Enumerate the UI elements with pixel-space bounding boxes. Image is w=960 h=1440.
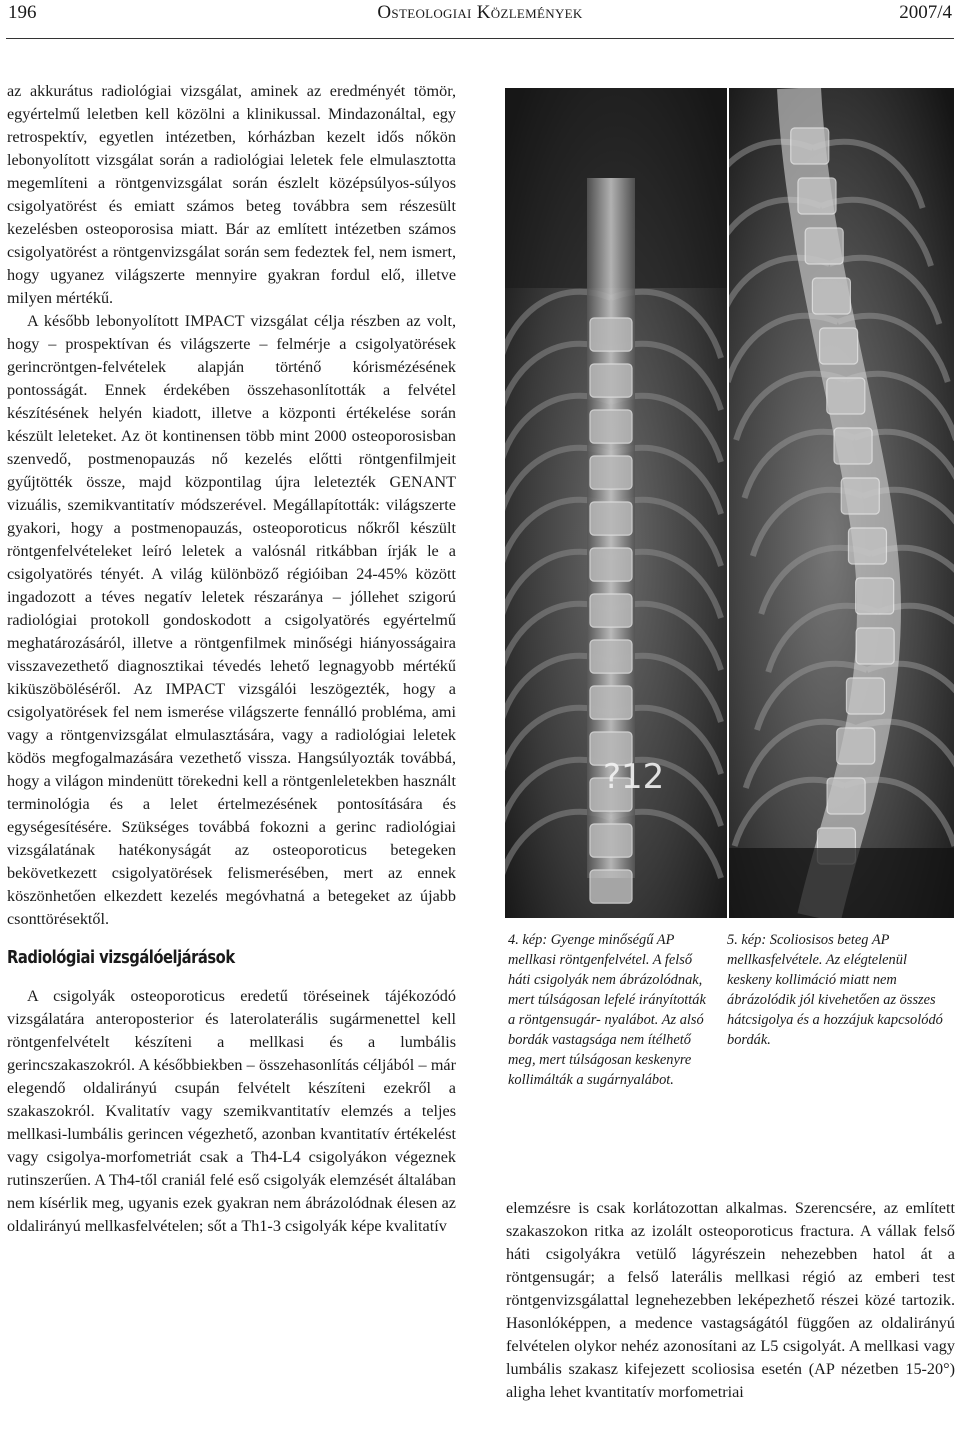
vertebra-shadow: [820, 328, 858, 364]
vertebra-shadow: [846, 678, 884, 714]
paragraph-1: az akkurátus radiológiai vizsgálat, aminek az eredményét tömör, egyértelmű leletben kell közölni a klinikussal. Mindazonáltal, egy retrospektív, egyetlen intézetben, kórházban kezelt idős nőkön lebonyolított vizsgálat során a radiológiai leletek fele elmulasztotta megemlíteni a röntgenvizsgálat során észlelt középsúlyos-súlyos csigolyatörést és emiatt számos beteg továbbra sem részesült kezelésben osteoporosisa miatt. Bár az említett intézetben számos csigolyatörést a röntgenvizsgálat során sem fedeztek fel, nem ismert, hogy ugyanez világszerte mennyire gyakran fordul elő, illetve milyen mértékű.: [7, 82, 456, 307]
vertebra-shadow: [798, 178, 836, 214]
vertebra-shadow: [590, 548, 632, 581]
vertebra-shadow: [827, 378, 865, 414]
vertebra-shadow: [841, 478, 879, 514]
vertebra-shadow: [590, 594, 632, 627]
page-number: 196: [8, 2, 37, 23]
film-marking-text: ?12: [603, 757, 665, 797]
vertebra-shadow: [590, 686, 632, 719]
vertebra-shadow: [590, 456, 632, 489]
vertebra-shadow: [805, 228, 843, 264]
vertebra-shadow: [834, 428, 872, 464]
vertebra-shadow: [590, 640, 632, 673]
figure-4-caption: 4. kép: Gyenge minőségű AP mellkasi röntgenfelvétel. A felső háti csigolyák nem ábrázolódnak, mert túlságosan lefelé irányították a röntgensugár- nyalábot. Az alsó bordák vastagsága nem ítélhető meg, mert túlságosan keskenyre kollimálták a sugárnyalábot.: [508, 932, 706, 1088]
paragraph-4: elemzésre is csak korlátozottan alkalmas. Szerencsére, az említett szakaszokon ritka az izolált osteoporoticus fractura. A vállak felső háti csigolyákra vetülő lágyrészein nehezebben hatol át a röntgensugár; a felső laterális mellkasi régió az emberi test röntgenvizsgálattal legnehezebben leképezhető részei közé tartozik. Hasonlóképpen, a medence vastagságától függően az oldalirányú felvételen olykor nehéz azonosítani az L5 csigolyát. A mellkasi vagy lumbális szakasz kifejezett scoliosisa esetén (AP nézetben 15-20°) aligha lehet kvantitatív morfometriai: [506, 1199, 955, 1401]
vertebra-shadow: [856, 628, 894, 664]
section-heading: Radiológiai vizsgálóeljárások: [7, 947, 235, 968]
left-column: [7, 80, 456, 1238]
xray-figure-4: [505, 88, 727, 918]
right-column-continuation: [506, 1197, 955, 1404]
header-rule: [6, 38, 954, 39]
vertebra-shadow: [590, 870, 632, 903]
vertebra-shadow: [827, 778, 865, 814]
vertebra-shadow: [590, 410, 632, 443]
vertebra-shadow: [812, 278, 850, 314]
vertebra-shadow: [856, 578, 894, 614]
paragraph-3: A csigolyák osteoporoticus eredetű töréseinek tájékozódó vizsgálatára anteroposterior és laterolaterális sugármenettel kell röntgenfelvételt készíteni a mellkasi és a lumbális gerincszakaszokról. A későbbiekben – összehasonlítás céljából – már elegendő oldalirányú csupán felvételt készíteni ezekről a szakaszokról. Kvalitatív vagy szemikvantitatív elemzés a teljes mellkasi-lumbális gerincen végezhető, azonban kvantitatív értékelést vagy csigolya-morfometriát csak a Th4-L4 csigolyákon végeznek rutinszerűen. A Th4-től craniál felé eső csigolyák elemzését általában nem kísérlik meg, ugyanis ezek gyakran nem ábrázolódnak élesen az oldalirányú mellkasfelvételen; sőt a Th1-3 csigolyák képe kvalitatív: [7, 987, 456, 1235]
vertebra-shadow: [590, 502, 632, 535]
xray-figure-5-image: [729, 88, 954, 918]
running-head: [0, 0, 960, 42]
journal-title: Osteologiai Közlemények: [377, 2, 583, 23]
vertebra-shadow: [848, 528, 886, 564]
vertebra-shadow: [791, 128, 829, 164]
issue-number: 2007/4: [899, 2, 952, 23]
vertebra-shadow: [590, 824, 632, 857]
vertebra-shadow: [590, 318, 632, 351]
figure-5-caption: 5. kép: Scoliosisos beteg AP mellkasfelvétele. Az elégtelenül keskeny kollimáció miatt nem ábrázolódik jól kivehetően az összes hátcsigolya és a hozzájuk kapcsolódó bordák.: [727, 932, 943, 1048]
xray-figure-4-image: [505, 88, 727, 918]
xray-figure-5: [729, 88, 954, 918]
vertebra-shadow: [590, 364, 632, 397]
paragraph-2: A később lebonyolított IMPACT vizsgálat célja részben az volt, hogy – prospektívan és világszerte – felmérje a csigolyatörések gerincröntgen-felvételek alapján történő kórismézésének pontosságát. Ennek érdekében összehasonlították a felvétel készítésének helyén kiadott, illetve a központi értékelése során készült leleteket. Az öt kontinensen több mint 2000 osteoporosisban szenvedő, postmenopauzás nő kezelés előtti röntgenfilmjeit gyűjtötték össze, majd központilag újra leletezték GENANT vizuális, szemikvantitatív módszerével. Megállapították: világszerte gyakori, hogy a postmenopauzás, osteoporoticus nőkről készült röntgenfelvételeket leíró leletek a valósnál ritkábban írják le a csigolyatörés tényét. A világ különböző régióiban 24-45% között ingadozott a téves negatív leletek részaránya – jóllehet szigorú radiológiai protokoll gondoskodott a csigolyatörés egyértelmű meghatározásáról, illetve a röntgenfilmek minőségi hiányosságaira visszavezethető diagnosztikai tévedés lehető legnagyobb mértékű kiküszöböléséről. Az IMPACT vizsgálói leszögezték, hogy a csigolyatörések fel nem ismerése világszerte fennálló probléma, ami vagy a röntgenvizsgálat elmulasztására, vagy a radiológiai leletek ködös megfogalmazására vezethető vissza. Hangsúlyozták továbbá, hogy a világon mindenütt törekedni kell a röntgenleletekben használt terminológia és a lelet értelmezésének pontosítására és egységesítésére. Szükséges továbbá fokozni a gerinc radiológiai vizsgálatának hatékonyságát az osteoporoticus betegeken bekövetkezett csigolyatörések felismerésében, mert az ennek köszönhetően elkezdett kezelés megóvhatná a betegeket az újabb csonttörésektől.: [7, 312, 456, 928]
vertebra-shadow: [837, 728, 875, 764]
